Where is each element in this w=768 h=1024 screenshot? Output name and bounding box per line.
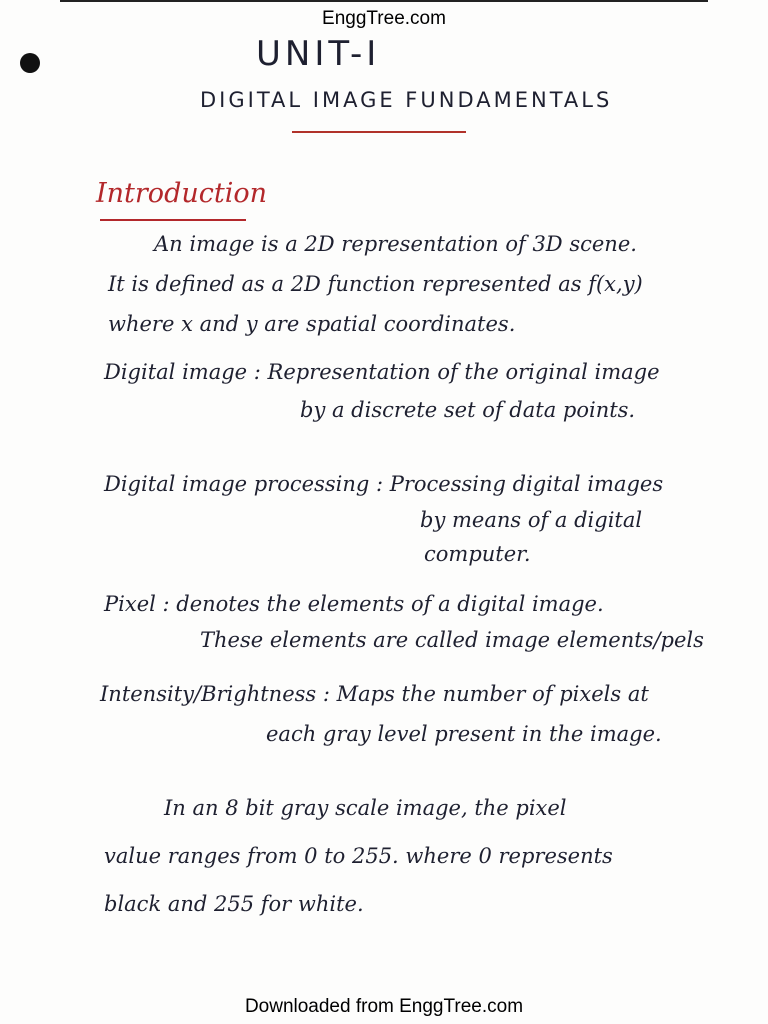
intensity-line-2: each gray level present in the image. — [266, 722, 662, 746]
unit-title: UNIT-I — [256, 34, 381, 74]
section-underline — [100, 219, 246, 221]
watermark-top: EnggTree.com — [322, 8, 446, 29]
watermark-bottom: Downloaded from EnggTree.com — [244, 996, 524, 1017]
gray-scale-line-2: value ranges from 0 to 255. where 0 represents — [104, 844, 613, 868]
digital-image-line-2: by a discrete set of data points. — [300, 398, 636, 422]
chapter-title: DIGITAL IMAGE FUNDAMENTALS — [200, 88, 613, 112]
intro-line-2: It is defined as a 2D function represented as f(x,y) — [108, 272, 643, 296]
pixel-line-1: Pixel : denotes the elements of a digital image. — [104, 592, 604, 616]
gray-scale-line-1: In an 8 bit gray scale image, the pixel — [164, 796, 567, 820]
page-top-rule — [60, 0, 708, 2]
digital-image-line-1: Digital image : Representation of the original image — [104, 360, 660, 384]
intro-line-3: where x and y are spatial coordinates. — [108, 312, 516, 336]
dip-line-2: by means of a digital — [420, 508, 643, 532]
gray-scale-line-3: black and 255 for white. — [104, 892, 364, 916]
dip-line-3: computer. — [424, 542, 531, 566]
punch-hole-mark — [20, 53, 40, 73]
section-heading: Introduction — [96, 178, 267, 209]
pixel-line-2: These elements are called image elements/pels — [200, 628, 704, 652]
intro-line-1: An image is a 2D representation of 3D scene. — [154, 232, 637, 256]
title-underline — [292, 131, 466, 133]
intensity-line-1: Intensity/Brightness : Maps the number of pixels at — [100, 682, 649, 706]
dip-line-1: Digital image processing : Processing digital images — [104, 472, 664, 496]
